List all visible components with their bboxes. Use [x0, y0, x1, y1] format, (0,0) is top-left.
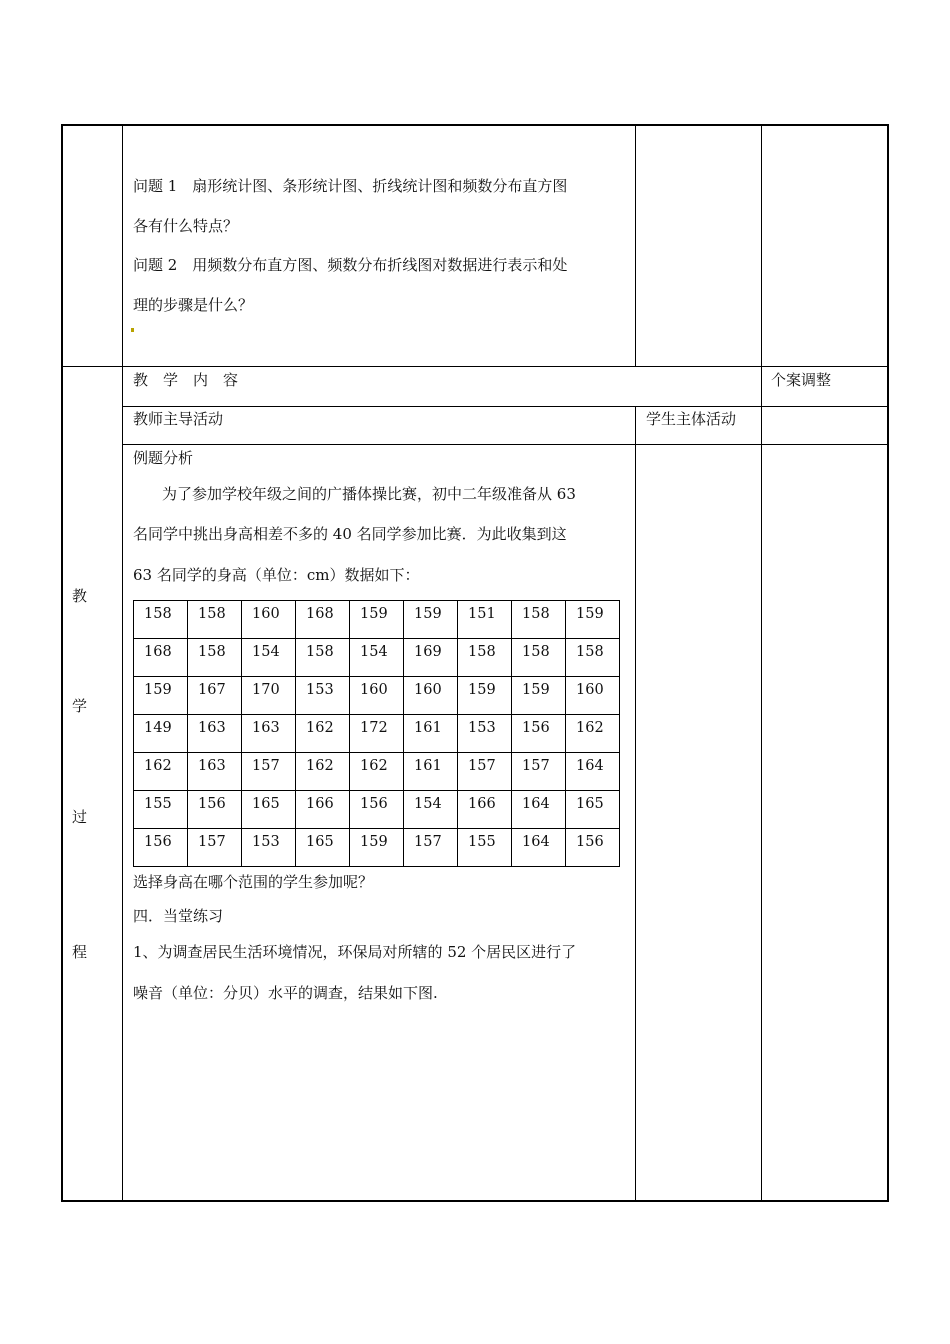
- table-cell: 159: [512, 677, 566, 715]
- table-cell: 158: [512, 639, 566, 677]
- table-cell: 154: [404, 791, 458, 829]
- table-cell: 157: [512, 753, 566, 791]
- table-cell: 162: [134, 753, 188, 791]
- table-cell: 159: [458, 677, 512, 715]
- table-row: [134, 677, 620, 715]
- example-text-line-3: 63 名同学的身高（单位：cm）数据如下：: [133, 566, 420, 584]
- table-cell: 158: [134, 601, 188, 639]
- example-text-line-1: 为了参加学校年级之间的广播体操比赛，初中二年级准备从 63: [162, 485, 576, 503]
- table-cell: 155: [134, 791, 188, 829]
- side-label-char: 程: [72, 943, 88, 961]
- table-cell: 156: [566, 829, 620, 867]
- table-cell: 165: [296, 829, 350, 867]
- table-cell: 151: [458, 601, 512, 639]
- heights-table: [133, 600, 620, 867]
- table-cell: 149: [134, 715, 188, 753]
- table-cell: 155: [458, 829, 512, 867]
- table-cell: 158: [188, 639, 242, 677]
- case-adjust-header: 个案调整: [771, 371, 832, 389]
- table-cell: 157: [188, 829, 242, 867]
- table-cell: 154: [350, 639, 404, 677]
- grid-line: [122, 124, 123, 1202]
- question-2-line-1: 问题 2 用频数分布直方图、频数分布折线图对数据进行表示和处: [133, 256, 568, 274]
- table-cell: 161: [404, 753, 458, 791]
- ink-speck: [131, 328, 134, 332]
- table-cell: 157: [404, 829, 458, 867]
- table-cell: 163: [188, 753, 242, 791]
- grid-line: [635, 124, 636, 367]
- table-cell: 156: [188, 791, 242, 829]
- table-cell: 158: [512, 601, 566, 639]
- grid-line: [122, 406, 889, 407]
- question-2-line-2: 理的步骤是什么？: [133, 296, 254, 314]
- grid-line: [761, 124, 762, 1202]
- side-label-char: 过: [72, 808, 88, 826]
- table-cell: 153: [296, 677, 350, 715]
- table-cell: 162: [566, 715, 620, 753]
- table-row: [134, 753, 620, 791]
- table-cell: 165: [242, 791, 296, 829]
- table-cell: 164: [512, 829, 566, 867]
- table-cell: 162: [350, 753, 404, 791]
- table-cell: 164: [512, 791, 566, 829]
- table-cell: 169: [404, 639, 458, 677]
- table-cell: 162: [296, 753, 350, 791]
- table-row: [134, 601, 620, 639]
- table-cell: 159: [566, 601, 620, 639]
- question-1-line-2: 各有什么特点？: [133, 217, 239, 235]
- table-cell: 159: [350, 829, 404, 867]
- table-cell: 166: [296, 791, 350, 829]
- table-cell: 162: [296, 715, 350, 753]
- table-row: [134, 791, 620, 829]
- table-cell: 161: [404, 715, 458, 753]
- grid-line: [61, 366, 889, 367]
- table-cell: 160: [350, 677, 404, 715]
- practice-text-line-2: 噪音（单位：分贝）水平的调查，结果如下图.: [133, 984, 438, 1002]
- table-cell: 168: [296, 601, 350, 639]
- table-cell: 158: [188, 601, 242, 639]
- table-cell: 157: [458, 753, 512, 791]
- table-cell: 160: [404, 677, 458, 715]
- example-title: 例题分析: [133, 449, 194, 467]
- table-cell: 164: [566, 753, 620, 791]
- table-cell: 165: [566, 791, 620, 829]
- table-cell: 158: [458, 639, 512, 677]
- table-cell: 163: [242, 715, 296, 753]
- practice-title: 四．当堂练习: [133, 907, 224, 925]
- table-cell: 156: [134, 829, 188, 867]
- example-question: 选择身高在哪个范围的学生参加呢？: [133, 873, 374, 891]
- table-cell: 153: [242, 829, 296, 867]
- question-1-line-1: 问题 1 扇形统计图、条形统计图、折线统计图和频数分布直方图: [133, 177, 568, 195]
- table-cell: 158: [566, 639, 620, 677]
- table-cell: 163: [188, 715, 242, 753]
- grid-line: [122, 444, 889, 445]
- table-cell: 167: [188, 677, 242, 715]
- table-cell: 156: [350, 791, 404, 829]
- practice-text-line-1: 1、为调查居民生活环境情况，环保局对所辖的 52 个居民区进行了: [133, 943, 577, 961]
- table-cell: 170: [242, 677, 296, 715]
- table-cell: 168: [134, 639, 188, 677]
- table-cell: 172: [350, 715, 404, 753]
- table-row: [134, 829, 620, 867]
- table-cell: 160: [566, 677, 620, 715]
- table-row: [134, 639, 620, 677]
- student-activity-header: 学生主体活动: [646, 410, 737, 428]
- side-label-char: 教: [72, 587, 88, 605]
- teaching-content-header: 教 学 内 容: [133, 371, 239, 389]
- table-cell: 153: [458, 715, 512, 753]
- table-cell: 160: [242, 601, 296, 639]
- table-cell: 156: [512, 715, 566, 753]
- table-cell: 158: [296, 639, 350, 677]
- table-cell: 154: [242, 639, 296, 677]
- grid-line: [635, 406, 636, 1202]
- side-label-char: 学: [72, 697, 88, 715]
- example-text-line-2: 名同学中挑出身高相差不多的 40 名同学参加比赛．为此收集到这: [133, 525, 567, 543]
- teacher-activity-header: 教师主导活动: [133, 410, 224, 428]
- table-cell: 159: [350, 601, 404, 639]
- table-cell: 159: [134, 677, 188, 715]
- table-cell: 159: [404, 601, 458, 639]
- table-row: [134, 715, 620, 753]
- table-cell: 157: [242, 753, 296, 791]
- table-cell: 166: [458, 791, 512, 829]
